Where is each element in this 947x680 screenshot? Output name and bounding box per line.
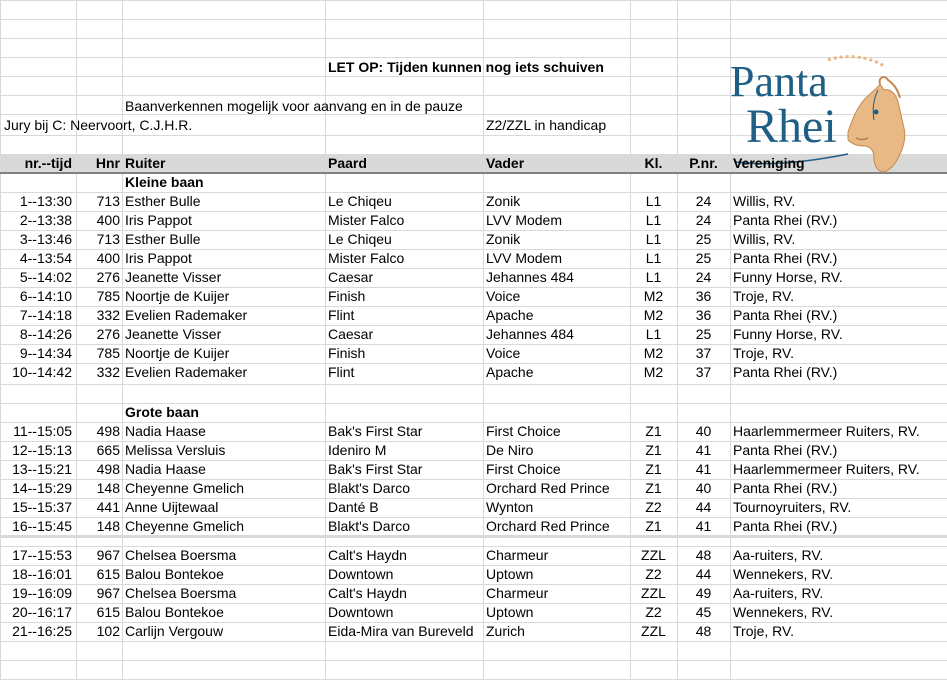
table-cell: 17--15:53	[12, 547, 72, 563]
table-cell: 48	[695, 623, 712, 639]
table-cell: Haarlemmermeer Ruiters, RV.	[733, 461, 920, 477]
table-cell: Tournoyruiters, RV.	[733, 499, 852, 515]
table-cell: Willis, RV.	[733, 231, 796, 247]
table-cell: Troje, RV.	[733, 288, 794, 304]
table-cell: Charmeur	[486, 585, 549, 601]
table-cell: Finish	[328, 288, 366, 304]
table-cell: 713	[96, 231, 120, 247]
table-cell: Evelien Rademaker	[125, 307, 248, 323]
table-cell: Willis, RV.	[733, 193, 796, 209]
table-cell: Z1	[645, 423, 662, 439]
table-cell: Jeanette Visser	[125, 269, 222, 285]
table-cell: 967	[96, 547, 120, 563]
logo-text-rhei: Rhei	[746, 100, 837, 153]
section-title-grote-baan: Grote baan	[125, 404, 199, 420]
column-header: Vader	[486, 155, 525, 171]
table-cell: 41	[695, 442, 712, 458]
table-cell: Panta Rhei (RV.)	[733, 364, 838, 380]
table-cell: Carlijn Vergouw	[125, 623, 224, 639]
table-cell: First Choice	[486, 461, 561, 477]
table-cell: 10--14:42	[12, 364, 72, 380]
table-cell: L1	[645, 326, 662, 342]
table-cell: Evelien Rademaker	[125, 364, 248, 380]
table-cell: Melissa Versluis	[125, 442, 226, 458]
grid-horizontal-line	[0, 660, 947, 661]
table-cell: 49	[695, 585, 712, 601]
grid-vertical-line	[483, 0, 484, 679]
table-cell: 20--16:17	[12, 604, 72, 620]
table-cell: Troje, RV.	[733, 345, 794, 361]
table-cell: Wennekers, RV.	[733, 604, 834, 620]
table-cell: 24	[695, 212, 712, 228]
grid-horizontal-line	[0, 38, 947, 39]
column-header: Ruiter	[125, 155, 166, 171]
table-cell: Finish	[328, 345, 366, 361]
table-cell: 3--13:46	[19, 231, 72, 247]
column-header: P.nr.	[689, 155, 718, 171]
table-cell: Anne Uijtewaal	[125, 499, 219, 515]
table-cell: L1	[645, 250, 662, 266]
table-cell: Cheyenne Gmelich	[125, 480, 245, 496]
table-cell: Z1	[645, 461, 662, 477]
table-cell: Wennekers, RV.	[733, 566, 834, 582]
table-cell: 332	[96, 307, 120, 323]
table-cell: Danté B	[328, 499, 379, 515]
grid-vertical-line	[122, 0, 123, 679]
table-cell: Zonik	[486, 193, 521, 209]
notice-text: LET OP: Tijden kunnen nog iets schuiven	[328, 59, 604, 75]
table-cell: L1	[645, 231, 662, 247]
table-cell: Eida-Mira van Bureveld	[328, 623, 474, 639]
table-cell: 13--15:21	[12, 461, 72, 477]
table-cell: 11--15:05	[13, 423, 72, 439]
course-walk-text: Baanverkennen mogelijk voor aanvang en in de pauze	[125, 98, 463, 114]
table-cell: De Niro	[486, 442, 534, 458]
table-cell: 713	[96, 193, 120, 209]
table-cell: Jehannes 484	[486, 326, 574, 342]
table-cell: Calt's Haydn	[328, 547, 407, 563]
table-cell: L1	[645, 269, 662, 285]
table-cell: Caesar	[328, 326, 374, 342]
table-cell: Z1	[645, 480, 662, 496]
table-cell: First Choice	[486, 423, 561, 439]
table-cell: 7--14:18	[19, 307, 72, 323]
table-cell: Uptown	[486, 604, 534, 620]
table-cell: Flint	[328, 364, 355, 380]
table-cell: 14--15:29	[12, 480, 72, 496]
grid-horizontal-line	[0, 0, 947, 1]
table-cell: Ideniro M	[328, 442, 387, 458]
table-cell: 8--14:26	[19, 326, 72, 342]
grid-horizontal-line	[0, 641, 947, 642]
table-cell: Apache	[486, 364, 534, 380]
table-cell: 24	[695, 269, 712, 285]
table-cell: Jeanette Visser	[125, 326, 222, 342]
table-cell: Wynton	[486, 499, 534, 515]
table-cell: Z2	[645, 604, 662, 620]
table-cell: 25	[695, 231, 712, 247]
table-cell: Mister Falco	[328, 212, 405, 228]
table-cell: Z1	[645, 518, 662, 534]
table-cell: Esther Bulle	[125, 231, 201, 247]
table-cell: 102	[96, 623, 120, 639]
table-cell: Charmeur	[486, 547, 549, 563]
table-cell: 37	[695, 345, 712, 361]
table-cell: 148	[96, 480, 120, 496]
grid-horizontal-line	[0, 384, 947, 385]
table-cell: Haarlemmermeer Ruiters, RV.	[733, 423, 920, 439]
jury-text: Jury bij C: Neervoort, C.J.H.R.	[4, 117, 193, 133]
table-cell: LVV Modem	[486, 212, 562, 228]
table-cell: 37	[695, 364, 712, 380]
table-cell: Nadia Haase	[125, 461, 206, 477]
table-cell: Balou Bontekoe	[125, 604, 224, 620]
table-cell: L1	[645, 193, 662, 209]
table-cell: 21--16:25	[12, 623, 72, 639]
logo-text-panta: Panta	[730, 57, 828, 106]
table-cell: 18--16:01	[12, 566, 72, 582]
table-cell: Orchard Red Prince	[486, 480, 610, 496]
table-cell: Noortje de Kuijer	[125, 345, 230, 361]
table-cell: Aa-ruiters, RV.	[733, 547, 824, 563]
table-cell: Downtown	[328, 566, 394, 582]
table-cell: 785	[96, 345, 120, 361]
table-cell: 2--13:38	[19, 212, 72, 228]
table-cell: Le Chiqeu	[328, 193, 392, 209]
table-cell: Bak's First Star	[328, 461, 423, 477]
table-cell: M2	[643, 288, 664, 304]
table-cell: 5--14:02	[19, 269, 72, 285]
table-cell: L1	[645, 212, 662, 228]
column-header: nr.--tijd	[24, 155, 72, 171]
table-cell: 36	[695, 307, 712, 323]
table-cell: 4--13:54	[19, 250, 72, 266]
table-cell: Panta Rhei (RV.)	[733, 442, 838, 458]
table-cell: Z2	[645, 499, 662, 515]
table-cell: Panta Rhei (RV.)	[733, 518, 838, 534]
table-cell: 25	[695, 326, 712, 342]
column-header: Vereniging	[733, 155, 805, 171]
table-cell: Orchard Red Prince	[486, 518, 610, 534]
table-cell: 665	[96, 442, 120, 458]
table-cell: Jehannes 484	[486, 269, 574, 285]
table-cell: Panta Rhei (RV.)	[733, 480, 838, 496]
table-cell: 44	[695, 499, 712, 515]
table-cell: 19--16:09	[12, 585, 72, 601]
table-cell: 15--15:37	[12, 499, 72, 515]
table-cell: 41	[695, 518, 712, 534]
table-cell: 615	[96, 604, 120, 620]
table-cell: Zonik	[486, 231, 521, 247]
table-cell: Balou Bontekoe	[125, 566, 224, 582]
table-cell: M2	[643, 307, 664, 323]
table-cell: 9--14:34	[19, 345, 72, 361]
table-cell: Caesar	[328, 269, 374, 285]
table-cell: Chelsea Boersma	[125, 547, 237, 563]
table-cell: 967	[96, 585, 120, 601]
table-cell: ZZL	[641, 547, 666, 563]
table-cell: Uptown	[486, 566, 534, 582]
table-cell: 400	[96, 250, 120, 266]
table-cell: Blakt's Darco	[328, 480, 411, 496]
table-cell: Iris Pappot	[125, 250, 192, 266]
handicap-text: Z2/ZZL in handicap	[486, 117, 607, 133]
table-cell: Zurich	[486, 623, 525, 639]
table-cell: Z1	[645, 442, 662, 458]
table-cell: Panta Rhei (RV.)	[733, 212, 838, 228]
table-cell: Flint	[328, 307, 355, 323]
table-cell: Troje, RV.	[733, 623, 794, 639]
table-cell: Downtown	[328, 604, 394, 620]
table-cell: 615	[96, 566, 120, 582]
table-cell: 6--14:10	[19, 288, 72, 304]
table-cell: 24	[695, 193, 712, 209]
table-cell: Chelsea Boersma	[125, 585, 237, 601]
column-header: Kl.	[644, 155, 663, 171]
table-cell: Apache	[486, 307, 534, 323]
table-cell: Aa-ruiters, RV.	[733, 585, 824, 601]
table-cell: 498	[96, 461, 120, 477]
table-cell: Voice	[486, 345, 521, 361]
table-cell: 400	[96, 212, 120, 228]
table-cell: Blakt's Darco	[328, 518, 411, 534]
column-header: Paard	[328, 155, 367, 171]
table-cell: Iris Pappot	[125, 212, 192, 228]
table-cell: Voice	[486, 288, 521, 304]
table-cell: 44	[695, 566, 712, 582]
table-cell: 1--13:30	[19, 193, 72, 209]
table-cell: Mister Falco	[328, 250, 405, 266]
table-cell: 40	[695, 480, 712, 496]
table-cell: 36	[695, 288, 712, 304]
table-cell: 148	[96, 518, 120, 534]
table-cell: 25	[695, 250, 712, 266]
table-cell: 41	[695, 461, 712, 477]
table-cell: ZZL	[641, 623, 666, 639]
table-cell: 785	[96, 288, 120, 304]
table-cell: Funny Horse, RV.	[733, 269, 843, 285]
table-cell: ZZL	[641, 585, 666, 601]
table-cell: Noortje de Kuijer	[125, 288, 230, 304]
table-cell: 48	[695, 547, 712, 563]
table-cell: Z2	[645, 566, 662, 582]
table-cell: 276	[96, 326, 120, 342]
table-cell: 332	[96, 364, 120, 380]
table-cell: Panta Rhei (RV.)	[733, 307, 838, 323]
table-cell: M2	[643, 345, 664, 361]
table-cell: 498	[96, 423, 120, 439]
table-cell: Calt's Haydn	[328, 585, 407, 601]
table-cell: 45	[695, 604, 712, 620]
table-cell: Le Chiqeu	[328, 231, 392, 247]
table-cell: Esther Bulle	[125, 193, 201, 209]
table-cell: LVV Modem	[486, 250, 562, 266]
grid-horizontal-line	[0, 19, 947, 20]
table-cell: Cheyenne Gmelich	[125, 518, 245, 534]
table-cell: Bak's First Star	[328, 423, 423, 439]
section-title-kleine-baan: Kleine baan	[125, 174, 204, 190]
table-cell: 16--15:45	[12, 518, 72, 534]
table-cell: Funny Horse, RV.	[733, 326, 843, 342]
table-cell: 40	[695, 423, 712, 439]
table-cell: 12--15:13	[12, 442, 72, 458]
table-cell: M2	[643, 364, 664, 380]
table-cell: Panta Rhei (RV.)	[733, 250, 838, 266]
column-header: Hnr	[95, 155, 120, 171]
table-cell: 276	[96, 269, 120, 285]
table-cell: Nadia Haase	[125, 423, 206, 439]
table-cell: 441	[96, 499, 120, 515]
